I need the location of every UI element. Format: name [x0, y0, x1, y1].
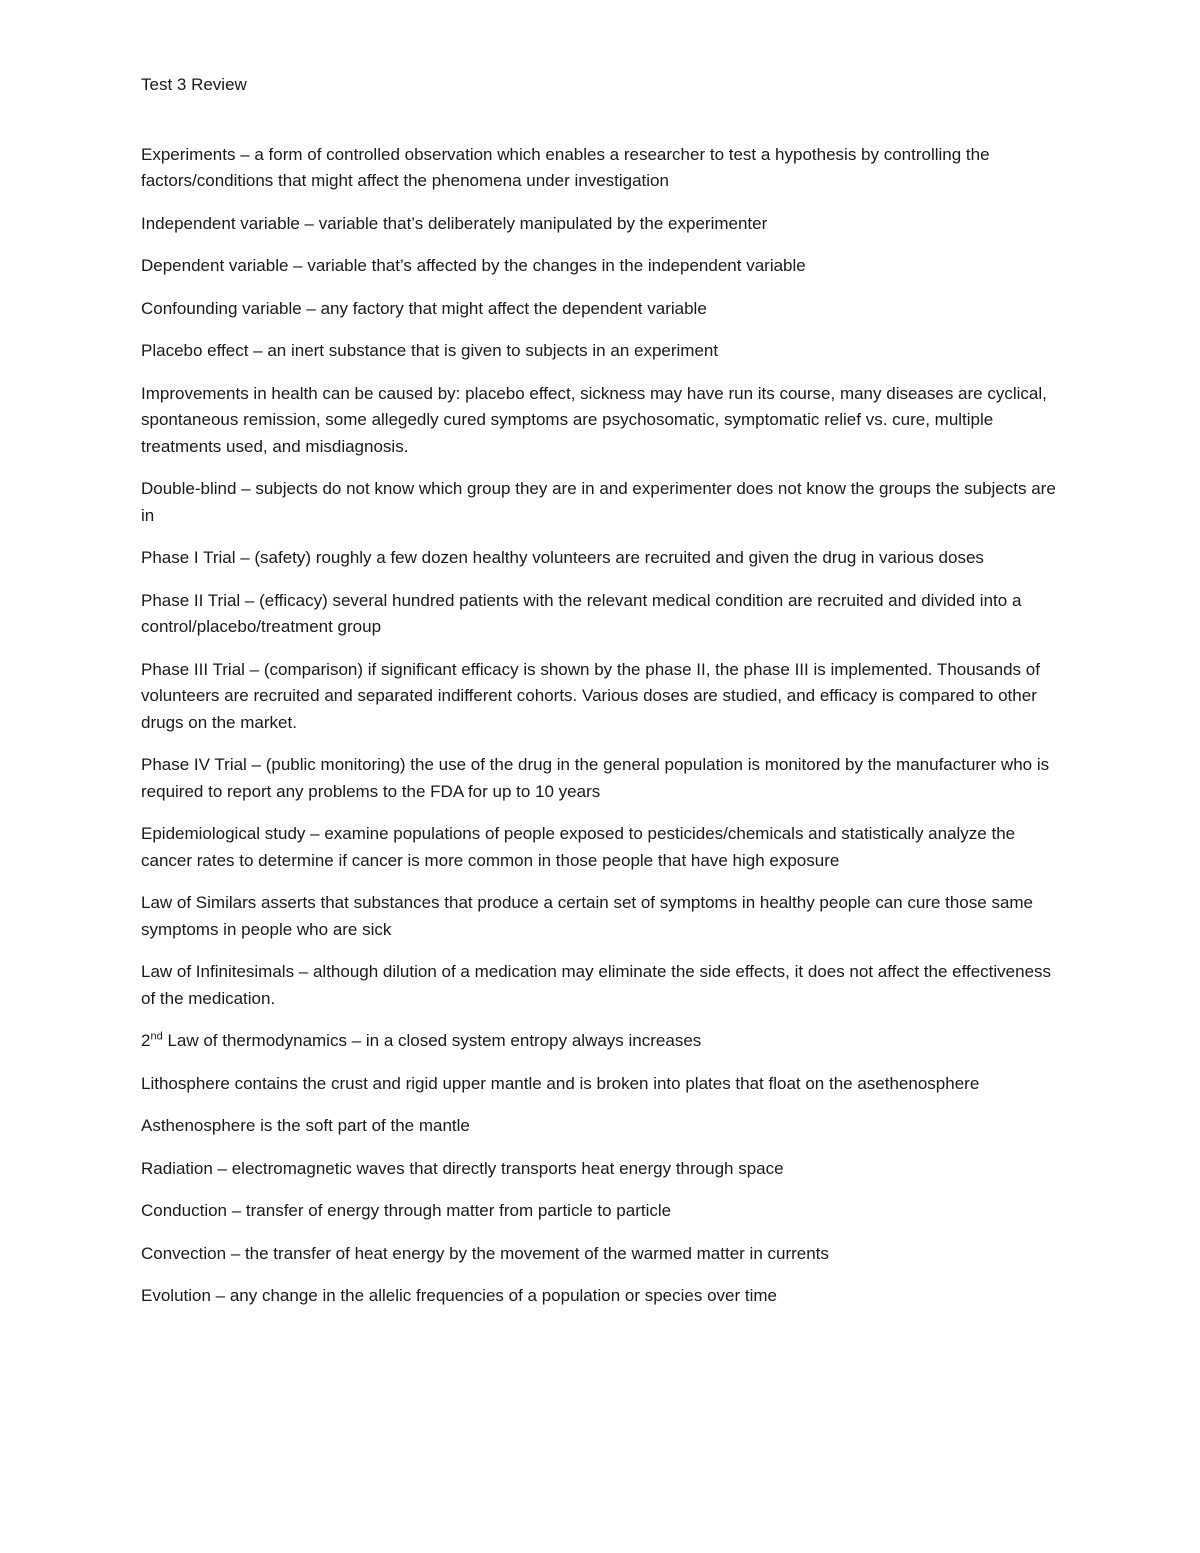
- paragraph-second-law-thermodynamics: [141, 1028, 1066, 1055]
- paragraph-lithosphere: Lithosphere contains the crust and rigid upper mantle and is broken into plates that float on the asethenosphere: [141, 1073, 980, 1093]
- paragraph-radiation: Radiation – electromagnetic waves that directly transports heat energy through space: [141, 1158, 784, 1178]
- paragraph-convection: Convection – the transfer of heat energy by the movement of the warmed matter in currents: [141, 1243, 829, 1263]
- ordinal-suffix: nd: [150, 1030, 163, 1043]
- paragraph-evolution: Evolution – any change in the allelic frequencies of a population or species over time: [141, 1286, 777, 1305]
- paragraph-law-of-infinitesimals: Law of Infinitesimals – although dilution of a medication may eliminate the side effects, it does not affect the effectiveness of the medication.: [141, 962, 1052, 1008]
- paragraph-independent-variable: Independent variable – variable that’s deliberately manipulated by the experimenter: [141, 213, 768, 233]
- paragraph-epidemiological-study: Epidemiological study – examine populations of people exposed to pesticides/chemicals and statistically analyze the cancer rates to determine if cancer is more common in those people that have high exposure: [141, 824, 1016, 870]
- paragraph-improvements-in-health: Improvements in health can be caused by: placebo effect, sickness may have run its course, many diseases are cyclical, spontaneous remission, some allegedly cured symptoms are psychosomatic, symptomatic relief vs. cure, multiple treatments used, and misdiagnosis.: [141, 383, 1047, 456]
- ordinal-number: 2: [141, 1031, 151, 1050]
- paragraph-asthenosphere: Asthenosphere is the soft part of the mantle: [141, 1116, 470, 1135]
- paragraph-phase-1-trial: Phase I Trial – (safety) roughly a few dozen healthy volunteers are recruited and given the drug in various doses: [141, 548, 984, 567]
- document-body: [141, 72, 1066, 1326]
- paragraph-confounding-variable: Confounding variable – any factory that might affect the dependent variable: [141, 298, 707, 318]
- paragraph-law-of-similars: Law of Similars asserts that substances that produce a certain set of symptoms in healthy people can cure those same symptoms in people who are sick: [141, 893, 1034, 939]
- paragraph-experiments: Experiments – a form of controlled observation which enables a researcher to test a hypothesis by controlling the factors/conditions that might affect the phenomena under investigation: [141, 144, 990, 190]
- paragraph-conduction: Conduction – transfer of energy through matter from particle to particle: [141, 1201, 672, 1220]
- paragraph-phase-4-trial: Phase IV Trial – (public monitoring) the use of the drug in the general population is monitored by the manufacturer who is required to report any problems to the FDA for up to 10 years: [141, 755, 1050, 801]
- paragraph-double-blind: Double-blind – subjects do not know which group they are in and experimenter does not know the groups the subjects are in: [141, 479, 1056, 525]
- document-title: Test 3 Review: [141, 75, 247, 94]
- paragraph-phase-2-trial: Phase II Trial – (efficacy) several hundred patients with the relevant medical condition are recruited and divided into a control/placebo/treatment group: [141, 590, 1022, 636]
- thermodynamics-text: Law of thermodynamics – in a closed system entropy always increases: [162, 1031, 702, 1050]
- paragraph-placebo-effect: Placebo effect – an inert substance that is given to subjects in an experiment: [141, 341, 719, 360]
- paragraph-phase-3-trial: Phase III Trial – (comparison) if significant efficacy is shown by the phase II, the phase III is implemented. Thousands of volunteers are recruited and separated indifferent cohorts. Various doses are studied, and efficacy is compared to other drugs on the market.: [141, 659, 1040, 732]
- paragraph-dependent-variable: Dependent variable – variable that’s affected by the changes in the independent variable: [141, 256, 806, 275]
